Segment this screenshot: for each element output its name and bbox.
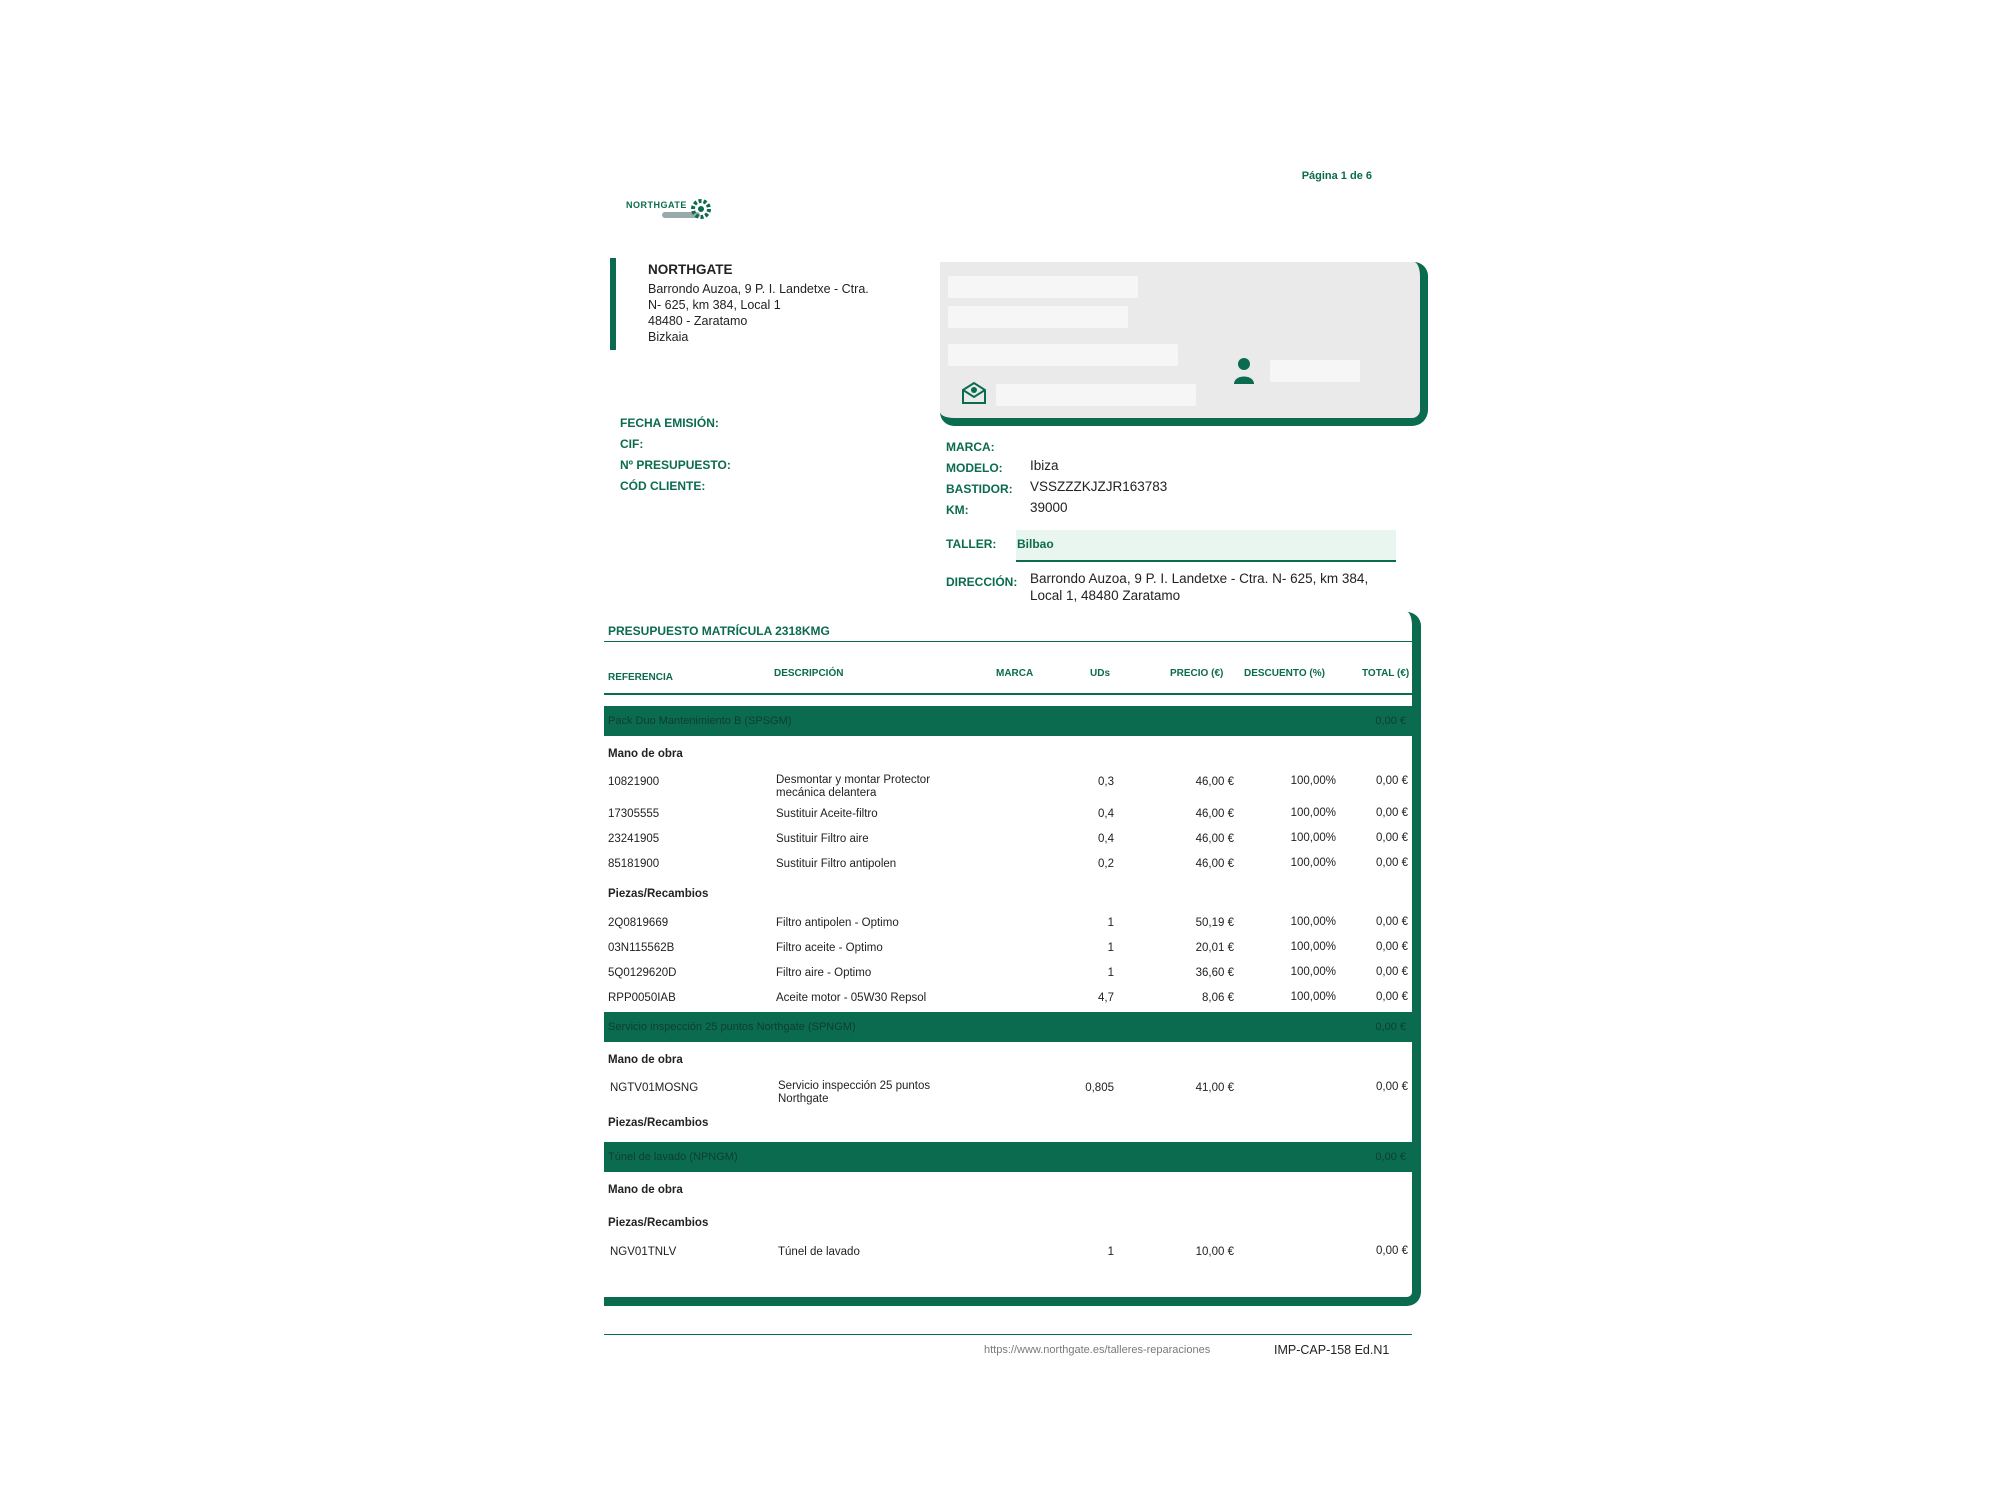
row-uds: 1 (1107, 942, 1114, 954)
row-desc: Sustituir Filtro antipolen (776, 858, 897, 870)
row-descuento: 100,00% (1290, 775, 1336, 787)
row-descuento: 100,00% (1290, 807, 1336, 819)
section-header-band (604, 706, 1412, 736)
row-total: 0,00 € (1376, 807, 1408, 819)
modelo-label: MODELO: (946, 461, 1003, 475)
redacted-field (1270, 360, 1360, 382)
quote-title: PRESUPUESTO MATRÍCULA 2318KMG (608, 624, 830, 638)
row-ref: RPP0050IAB (608, 992, 676, 1004)
row-uds: 0,4 (1098, 808, 1114, 820)
row-precio: 10,00 € (1195, 1246, 1234, 1258)
cif-label: CIF: (620, 437, 644, 451)
client-info-card (940, 262, 1428, 426)
row-uds: 1 (1107, 917, 1114, 929)
row-uds: 0,2 (1098, 858, 1114, 870)
section-name: Servicio inspección 25 puntos Northgate (SPNGM) (608, 1021, 856, 1033)
row-uds: 0,3 (1098, 776, 1114, 788)
row-ref: 03N115562B (608, 942, 675, 954)
footer-divider (604, 1334, 1412, 1335)
row-total: 0,00 € (1376, 966, 1408, 978)
redacted-field (996, 384, 1196, 406)
subsection-label: Piezas/Recambios (608, 1117, 709, 1129)
divider (604, 693, 1412, 695)
km-label: KM: (946, 503, 969, 517)
km-value: 39000 (1030, 500, 1068, 515)
row-desc: Filtro antipolen - Optimo (776, 917, 899, 929)
subsection-label: Piezas/Recambios (608, 1217, 709, 1229)
taller-highlight (1016, 530, 1396, 562)
row-descuento: 100,00% (1290, 966, 1336, 978)
company-address-block (648, 262, 908, 345)
row-desc: Servicio inspección 25 puntos Northgate (778, 1080, 931, 1105)
logo-text: NORTHGATE (626, 200, 687, 210)
row-uds: 1 (1107, 967, 1114, 979)
modelo-value: Ibiza (1030, 458, 1059, 473)
row-descuento: 100,00% (1290, 832, 1336, 844)
section-total: 0,00 € (1375, 715, 1406, 727)
row-uds: 1 (1107, 1246, 1114, 1258)
row-precio: 46,00 € (1195, 858, 1234, 870)
row-ref: 2Q0819669 (608, 917, 669, 929)
page-number: Página 1 de 6 (1301, 170, 1372, 182)
subsection-label: Mano de obra (608, 1184, 683, 1196)
row-uds: 0,805 (1085, 1082, 1114, 1094)
presupuesto-number-label: Nº PRESUPUESTO: (620, 458, 731, 472)
section-header-band (604, 1012, 1412, 1042)
row-total: 0,00 € (1376, 857, 1408, 869)
direccion-value: Barrondo Auzoa, 9 P. I. Landetxe - Ctra. N- 625, km 384, Local 1, 48480 Zaratamo (1030, 571, 1369, 603)
company-address-line: Barrondo Auzoa, 9 P. I. Landetxe - Ctra. (648, 282, 869, 296)
section-name: Pack Duo Mantenimiento B (SPSGM) (608, 715, 792, 727)
company-accent-bar (610, 258, 616, 350)
row-precio: 46,00 € (1195, 833, 1234, 845)
company-address-line: 48480 - Zaratamo (648, 314, 748, 328)
row-total: 0,00 € (1376, 991, 1408, 1003)
row-precio: 46,00 € (1195, 808, 1234, 820)
header-marca: MARCA (996, 668, 1034, 679)
person-icon (1233, 357, 1255, 385)
section-total: 0,00 € (1375, 1151, 1406, 1163)
row-desc: Desmontar y montar Protector mecánica delantera (776, 774, 931, 799)
header-precio: PRECIO (€) (1170, 668, 1224, 679)
row-total: 0,00 € (1376, 916, 1408, 928)
row-desc: Túnel de lavado (778, 1246, 860, 1258)
section-name: Túnel de lavado (NPNGM) (608, 1151, 738, 1163)
row-ref: NGTV01MOSNG (610, 1082, 699, 1094)
row-total: 0,00 € (1376, 1245, 1408, 1257)
gear-logo-icon (688, 196, 714, 222)
row-precio: 36,60 € (1195, 967, 1234, 979)
section-header-band (604, 1142, 1412, 1172)
header-total: TOTAL (€) (1362, 668, 1410, 679)
row-ref: 17305555 (608, 808, 660, 820)
row-desc: Aceite motor - 05W30 Repsol (776, 992, 927, 1004)
redacted-field (948, 276, 1138, 298)
row-desc: Filtro aceite - Optimo (776, 942, 883, 954)
divider (604, 641, 1412, 642)
row-precio: 46,00 € (1195, 776, 1234, 788)
company-address-line: N- 625, km 384, Local 1 (648, 298, 781, 312)
footer-url-link[interactable]: https://www.northgate.es/talleres-reparaciones (984, 1344, 1211, 1356)
row-ref: 5Q0129620D (608, 967, 677, 979)
row-uds: 4,7 (1098, 992, 1114, 1004)
row-precio: 50,19 € (1195, 917, 1234, 929)
row-precio: 20,01 € (1195, 942, 1234, 954)
row-descuento: 100,00% (1290, 857, 1336, 869)
subsection-label: Mano de obra (608, 748, 683, 760)
header-descuento: DESCUENTO (%) (1244, 668, 1325, 679)
row-ref: 23241905 (608, 833, 660, 845)
row-total: 0,00 € (1376, 941, 1408, 953)
row-descuento: 100,00% (1290, 991, 1336, 1003)
header-referencia: REFERENCIA (608, 672, 674, 683)
row-total: 0,00 € (1376, 832, 1408, 844)
mail-icon (961, 381, 987, 405)
company-address-line: Bizkaia (648, 330, 689, 344)
subsection-label: Mano de obra (608, 1054, 683, 1066)
header-descripcion: DESCRIPCIÓN (774, 668, 844, 679)
row-desc: Sustituir Filtro aire (776, 833, 869, 845)
header-uds: UDs (1090, 668, 1111, 679)
redacted-field (948, 344, 1178, 366)
row-total: 0,00 € (1376, 1081, 1408, 1093)
redacted-field (948, 306, 1128, 328)
row-total: 0,00 € (1376, 775, 1408, 787)
row-ref: 85181900 (608, 858, 660, 870)
row-descuento: 100,00% (1290, 941, 1336, 953)
taller-value: Bilbao (1017, 537, 1054, 551)
row-desc: Sustituir Aceite-filtro (776, 808, 878, 820)
document-code: IMP-CAP-158 Ed.N1 (1274, 1343, 1390, 1357)
bastidor-label: BASTIDOR: (946, 482, 1013, 496)
marca-label: MARCA: (946, 440, 995, 454)
subsection-label: Piezas/Recambios (608, 888, 709, 900)
row-descuento: 100,00% (1290, 916, 1336, 928)
row-precio: 8,06 € (1202, 992, 1234, 1004)
company-name: NORTHGATE (648, 262, 733, 277)
cod-cliente-label: CÓD CLIENTE: (620, 479, 706, 493)
row-ref: NGV01TNLV (610, 1246, 677, 1258)
direccion-label: DIRECCIÓN: (946, 575, 1018, 589)
document-meta-labels (620, 413, 731, 497)
row-precio: 41,00 € (1195, 1082, 1234, 1094)
bastidor-value: VSSZZZKJZJR163783 (1030, 479, 1168, 494)
row-desc: Filtro aire - Optimo (776, 967, 872, 979)
fecha-emision-label: FECHA EMISIÓN: (620, 416, 719, 430)
taller-label: TALLER: (946, 537, 997, 551)
row-ref: 10821900 (608, 776, 660, 788)
section-total: 0,00 € (1375, 1021, 1406, 1033)
company-logo (626, 196, 716, 230)
row-uds: 0,4 (1098, 833, 1114, 845)
